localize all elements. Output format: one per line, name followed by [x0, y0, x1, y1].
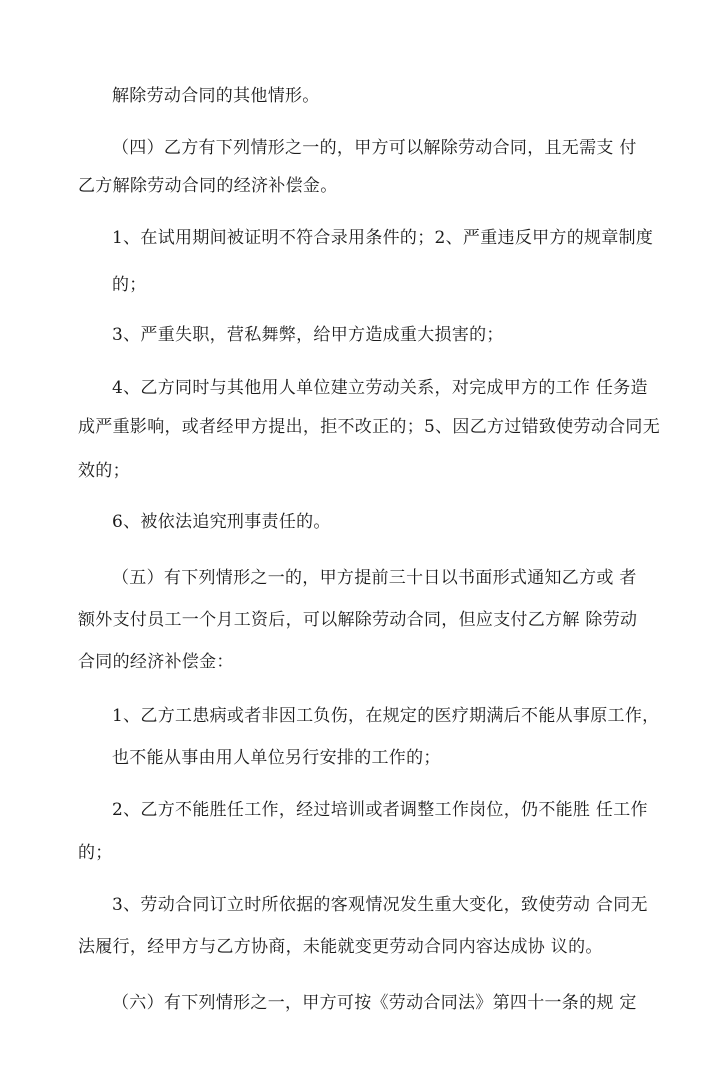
- text-line: 的；: [78, 843, 113, 863]
- text-line: 3、严重失职，营私舞弊，给甲方造成重大损害的；: [112, 325, 504, 345]
- text-line: 也不能从事由用人单位另行安排的工作的；: [112, 748, 441, 768]
- text-line: 6、被依法追究刑事责任的。: [112, 512, 331, 532]
- text-line: 4、乙方同时与其他用人单位建立劳动关系，对完成甲方的工作 任务造: [112, 378, 648, 398]
- text-line: 法履行，经甲方与乙方协商，未能就变更劳动合同内容达成协 议的。: [78, 937, 603, 957]
- text-line: 乙方解除劳动合同的经济补偿金。: [78, 176, 338, 196]
- text-line: 成严重影响，或者经甲方提出，拒不改正的；5、因乙方过错致使劳动合同无: [78, 417, 661, 437]
- text-line: （五）有下列情形之一的，甲方提前三十日以书面形式通知乙方或 者: [112, 568, 637, 588]
- text-line: 合同的经济补偿金：: [78, 652, 234, 672]
- text-line: 2、乙方不能胜任工作，经过培训或者调整工作岗位，仍不能胜 任工作: [112, 800, 648, 820]
- text-line: 效的；: [78, 461, 130, 481]
- text-line: 3、劳动合同订立时所依据的客观情况发生重大变化，致使劳动 合同无: [112, 895, 648, 915]
- text-line: 1、在试用期间被证明不符合录用条件的；2、严重违反甲方的规章制度: [112, 228, 654, 248]
- text-line: 的；: [112, 275, 147, 295]
- text-line: 解除劳动合同的其他情形。: [112, 86, 320, 106]
- text-line: 1、乙方工患病或者非因工负伤，在规定的医疗期满后不能从事原工作，: [112, 706, 660, 726]
- text-line: 额外支付员工一个月工资后，可以解除劳动合同，但应支付乙方解 除劳动: [78, 610, 638, 630]
- text-line: （四）乙方有下列情形之一的，甲方可以解除劳动合同，且无需支 付: [112, 138, 637, 158]
- text-line: （六）有下列情形之一，甲方可按《劳动合同法》第四十一条的规 定: [112, 993, 637, 1013]
